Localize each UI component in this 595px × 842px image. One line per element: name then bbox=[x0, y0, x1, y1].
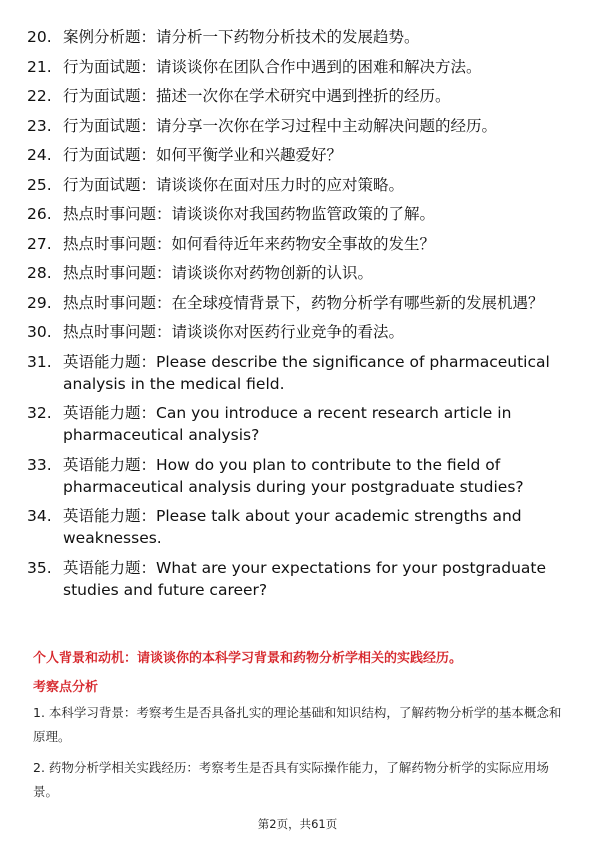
question-number: 33. bbox=[27, 455, 52, 474]
question-text: 行为面试题：请谈谈你在团队合作中遇到的困难和解决方法。 bbox=[63, 57, 482, 76]
list-item bbox=[27, 144, 572, 166]
question-number: 30. bbox=[27, 323, 52, 341]
question-text: 英语能力题：Please describe the significance of pharmaceutical analysis in the medical field. bbox=[63, 352, 550, 393]
question-number: 20. bbox=[27, 28, 52, 46]
section-title: 个人背景和动机：请谈谈你的本科学习背景和药物分析学相关的实践经历。 bbox=[33, 651, 463, 666]
list-item bbox=[27, 26, 572, 48]
list-item bbox=[27, 454, 572, 498]
question-number: 34. bbox=[27, 507, 52, 525]
question-list bbox=[27, 26, 572, 608]
question-text: 英语能力题：How do you plan to contribute to the field of pharmaceutical analysis during your postgraduate studies? bbox=[63, 455, 524, 496]
page-footer: 第2页，共61页 bbox=[257, 817, 338, 831]
question-text: 行为面试题：请谈谈你在面对压力时的应对策略。 bbox=[63, 175, 405, 194]
question-number: 21. bbox=[27, 57, 52, 76]
question-text: 行为面试题：请分享一次你在学习过程中主动解决问题的经历。 bbox=[63, 116, 498, 135]
list-item bbox=[27, 351, 572, 395]
list-item bbox=[27, 56, 572, 78]
list-item bbox=[27, 85, 572, 107]
question-number: 29. bbox=[27, 293, 52, 312]
section-subtitle: 考察点分析 bbox=[33, 680, 99, 695]
question-text: 热点时事问题：请谈谈你对我国药物监管政策的了解。 bbox=[63, 205, 436, 223]
question-number: 28. bbox=[27, 264, 52, 282]
question-text: 行为面试题：描述一次你在学术研究中遇到挫折的经历。 bbox=[63, 87, 451, 105]
question-number: 35. bbox=[27, 558, 52, 577]
list-item bbox=[27, 115, 572, 137]
question-number: 26. bbox=[27, 205, 52, 223]
list-item bbox=[27, 505, 572, 549]
answer-section bbox=[33, 650, 568, 804]
question-text: 热点时事问题：请谈谈你对医药行业竞争的看法。 bbox=[63, 323, 405, 341]
question-number: 24. bbox=[27, 146, 52, 164]
question-text: 英语能力题：Please talk about your academic strengths and weaknesses. bbox=[63, 507, 522, 547]
question-text: 英语能力题：Can you introduce a recent research article in pharmaceutical analysis? bbox=[63, 404, 512, 444]
question-text: 行为面试题：如何平衡学业和兴趣爱好？ bbox=[63, 146, 343, 164]
question-text: 英语能力题：What are your expectations for your postgraduate studies and future career? bbox=[63, 558, 547, 599]
question-text: 热点时事问题：请谈谈你对药物创新的认识。 bbox=[63, 264, 374, 282]
analysis-point: 1. 本科学习背景：考察考生是否具备扎实的理论基础和知识结构，了解药物分析学的基本概念和原理。 bbox=[33, 705, 562, 744]
list-item bbox=[27, 233, 572, 255]
list-item bbox=[27, 262, 572, 284]
question-number: 31. bbox=[27, 352, 52, 371]
question-number: 32. bbox=[27, 404, 52, 422]
list-item bbox=[27, 557, 572, 601]
list-item bbox=[27, 174, 572, 196]
question-text: 热点时事问题：在全球疫情背景下，药物分析学有哪些新的发展机遇？ bbox=[63, 293, 544, 312]
list-item bbox=[27, 321, 572, 343]
list-item bbox=[27, 203, 572, 225]
list-item bbox=[27, 402, 572, 446]
question-number: 22. bbox=[27, 87, 52, 105]
question-number: 27. bbox=[27, 234, 52, 253]
list-item bbox=[27, 292, 572, 314]
analysis-point: 2. 药物分析学相关实践经历：考察考生是否具有实际操作能力，了解药物分析学的实际应用场景。 bbox=[33, 760, 549, 799]
question-number: 23. bbox=[27, 116, 52, 135]
question-text: 热点时事问题：如何看待近年来药物安全事故的发生？ bbox=[63, 234, 436, 253]
question-number: 25. bbox=[27, 175, 52, 194]
question-text: 案例分析题：请分析一下药物分析技术的发展趋势。 bbox=[63, 28, 420, 46]
